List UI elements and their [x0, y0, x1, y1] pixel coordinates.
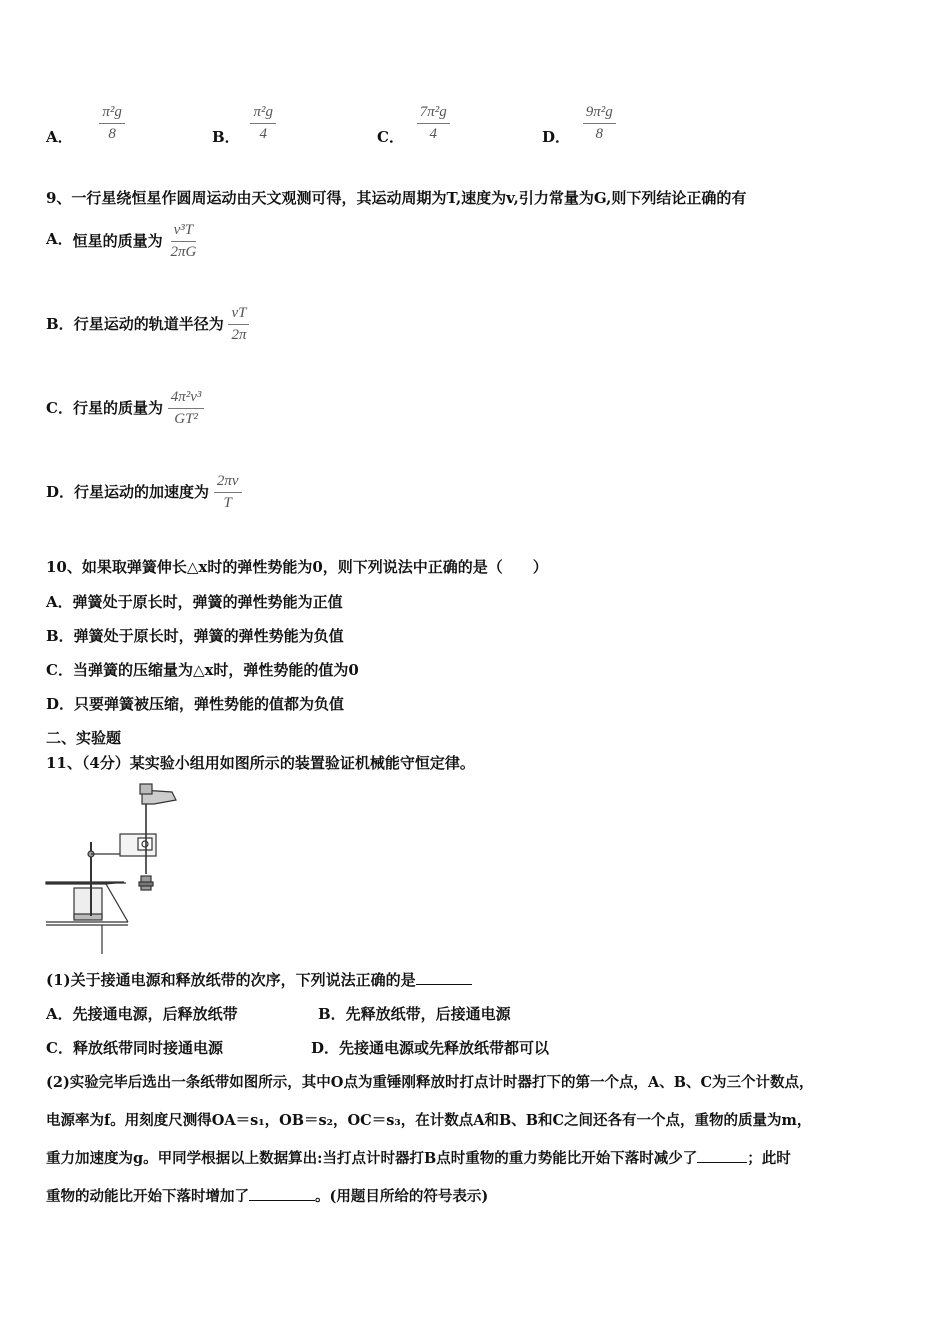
apparatus-figure [44, 782, 184, 956]
q8-option-c-label: C． [377, 127, 404, 146]
fraction-numerator: π²g [250, 104, 276, 124]
q8-option-a [46, 104, 125, 144]
q9-option-c [46, 389, 204, 429]
q9-option-a-label: A． [46, 229, 73, 248]
q8-option-a-fraction [99, 104, 125, 144]
q9-option-d [46, 473, 242, 513]
fraction-denominator: 4 [259, 126, 267, 143]
q9-option-b-text: 行星运动的轨道半径为 [73, 314, 224, 333]
q11-sub1-option-c: C．释放纸带同时接通电源 [46, 1039, 223, 1057]
fraction-denominator: 2π [231, 327, 247, 344]
fraction-numerator: π²g [99, 104, 125, 124]
q11-sub2-line4-text: 重物的动能比开始下落时增加了 [46, 1188, 249, 1205]
fraction-denominator: 8 [108, 126, 116, 143]
q11-sub2-line4 [46, 1185, 488, 1206]
answer-blank[interactable] [416, 970, 472, 985]
fraction-numerator: vT [228, 305, 249, 325]
q9-option-d-label: D． [46, 482, 75, 501]
q10-stem: 10、如果取弹簧伸长△x时的弹性势能为0，则下列说法中正确的是（ ） [46, 558, 548, 576]
q8-option-c-fraction [417, 104, 450, 144]
answer-blank-potential-energy[interactable] [697, 1148, 747, 1163]
q9-stem: 9、一行星绕恒星作圆周运动由天文观测可得，其运动周期为T,速度为v,引力常量为G,则下列结论正确的有 [46, 189, 747, 207]
q8-option-b-fraction [250, 104, 276, 144]
q9-option-d-fraction [214, 473, 242, 513]
q11-sub2-line1: (2)实验完毕后选出一条纸带如图所示，其中O点为重锤刚释放时打点计时器打下的第一个点，A、B、C为三个计数点， [46, 1074, 814, 1091]
q9-option-b-fraction [228, 305, 249, 345]
q11-sub2-line3-text: 重力加速度为g。甲同学根据以上数据算出:当打点计时器打B点时重物的重力势能比开始下落时减少了 [46, 1150, 698, 1167]
q9-option-a-fraction [167, 222, 199, 262]
q9-option-c-text: 行星的质量为 [72, 398, 163, 417]
q9-option-a-text: 恒星的质量为 [72, 231, 163, 250]
q9-option-a [46, 222, 199, 262]
answer-blank-kinetic-energy[interactable] [249, 1186, 315, 1201]
q8-option-d [542, 104, 616, 144]
fraction-numerator: 9π²g [583, 104, 616, 124]
q10-option-a: A．弹簧处于原长时，弹簧的弹性势能为正值 [46, 593, 343, 611]
q9-option-c-fraction [168, 389, 205, 429]
q11-sub1-option-d: D．先接通电源或先释放纸带都可以 [311, 1039, 550, 1057]
q9-option-d-text: 行星运动的加速度为 [74, 482, 210, 501]
q11-sub1-text: (1)关于接通电源和释放纸带的次序，下列说法正确的是 [46, 971, 416, 989]
q11-sub2-line3-tail: ；此时 [747, 1150, 791, 1167]
fraction-denominator: 8 [595, 126, 604, 143]
q8-option-c [377, 104, 450, 144]
q9-option-b-label: B． [46, 314, 74, 333]
fraction-denominator: 4 [429, 126, 437, 143]
q11-sub1-option-b: B．先释放纸带，后接通电源 [318, 1005, 511, 1023]
q11-sub2-line2: 电源率为f。用刻度尺测得OA＝s₁，OB＝s₂，OC＝s₃，在计数点A和B、B和C之间还各有一个点，重物的质量为m， [46, 1112, 812, 1129]
fraction-denominator: T [223, 495, 232, 512]
q9-option-b [46, 305, 250, 345]
q11-sub2-line4-tail: 。(用题目所给的符号表示) [315, 1188, 489, 1205]
fraction-numerator: v³T [171, 222, 197, 242]
q10-option-c: C．当弹簧的压缩量为△x时，弹性势能的值为0 [46, 661, 359, 679]
q9-option-c-label: C． [46, 398, 73, 417]
q8-option-d-fraction [583, 104, 616, 144]
fraction-denominator: GT² [174, 411, 198, 428]
section-heading: 二、实验题 [46, 729, 122, 747]
q11-sub1 [46, 969, 472, 990]
q11-sub2-line3 [46, 1147, 791, 1168]
q11-sub1-option-a: A．先接通电源，后释放纸带 [46, 1005, 238, 1023]
fraction-denominator: 2πG [170, 244, 197, 261]
q11-stem: 11、（4分）某实验小组用如图所示的装置验证机械能守恒定律。 [46, 754, 475, 772]
fraction-numerator: 2πv [214, 473, 242, 493]
fraction-numerator: 7π²g [417, 104, 450, 124]
q10-option-d: D．只要弹簧被压缩，弹性势能的值都为负值 [46, 695, 345, 713]
q10-option-b: B．弹簧处于原长时，弹簧的弹性势能为负值 [46, 627, 344, 645]
fraction-numerator: 4π²v³ [168, 389, 205, 409]
q8-option-d-label: D． [542, 127, 571, 146]
q8-option-b-label: B． [212, 127, 240, 146]
q8-option-b [212, 104, 276, 144]
q8-option-a-label: A． [46, 127, 73, 146]
